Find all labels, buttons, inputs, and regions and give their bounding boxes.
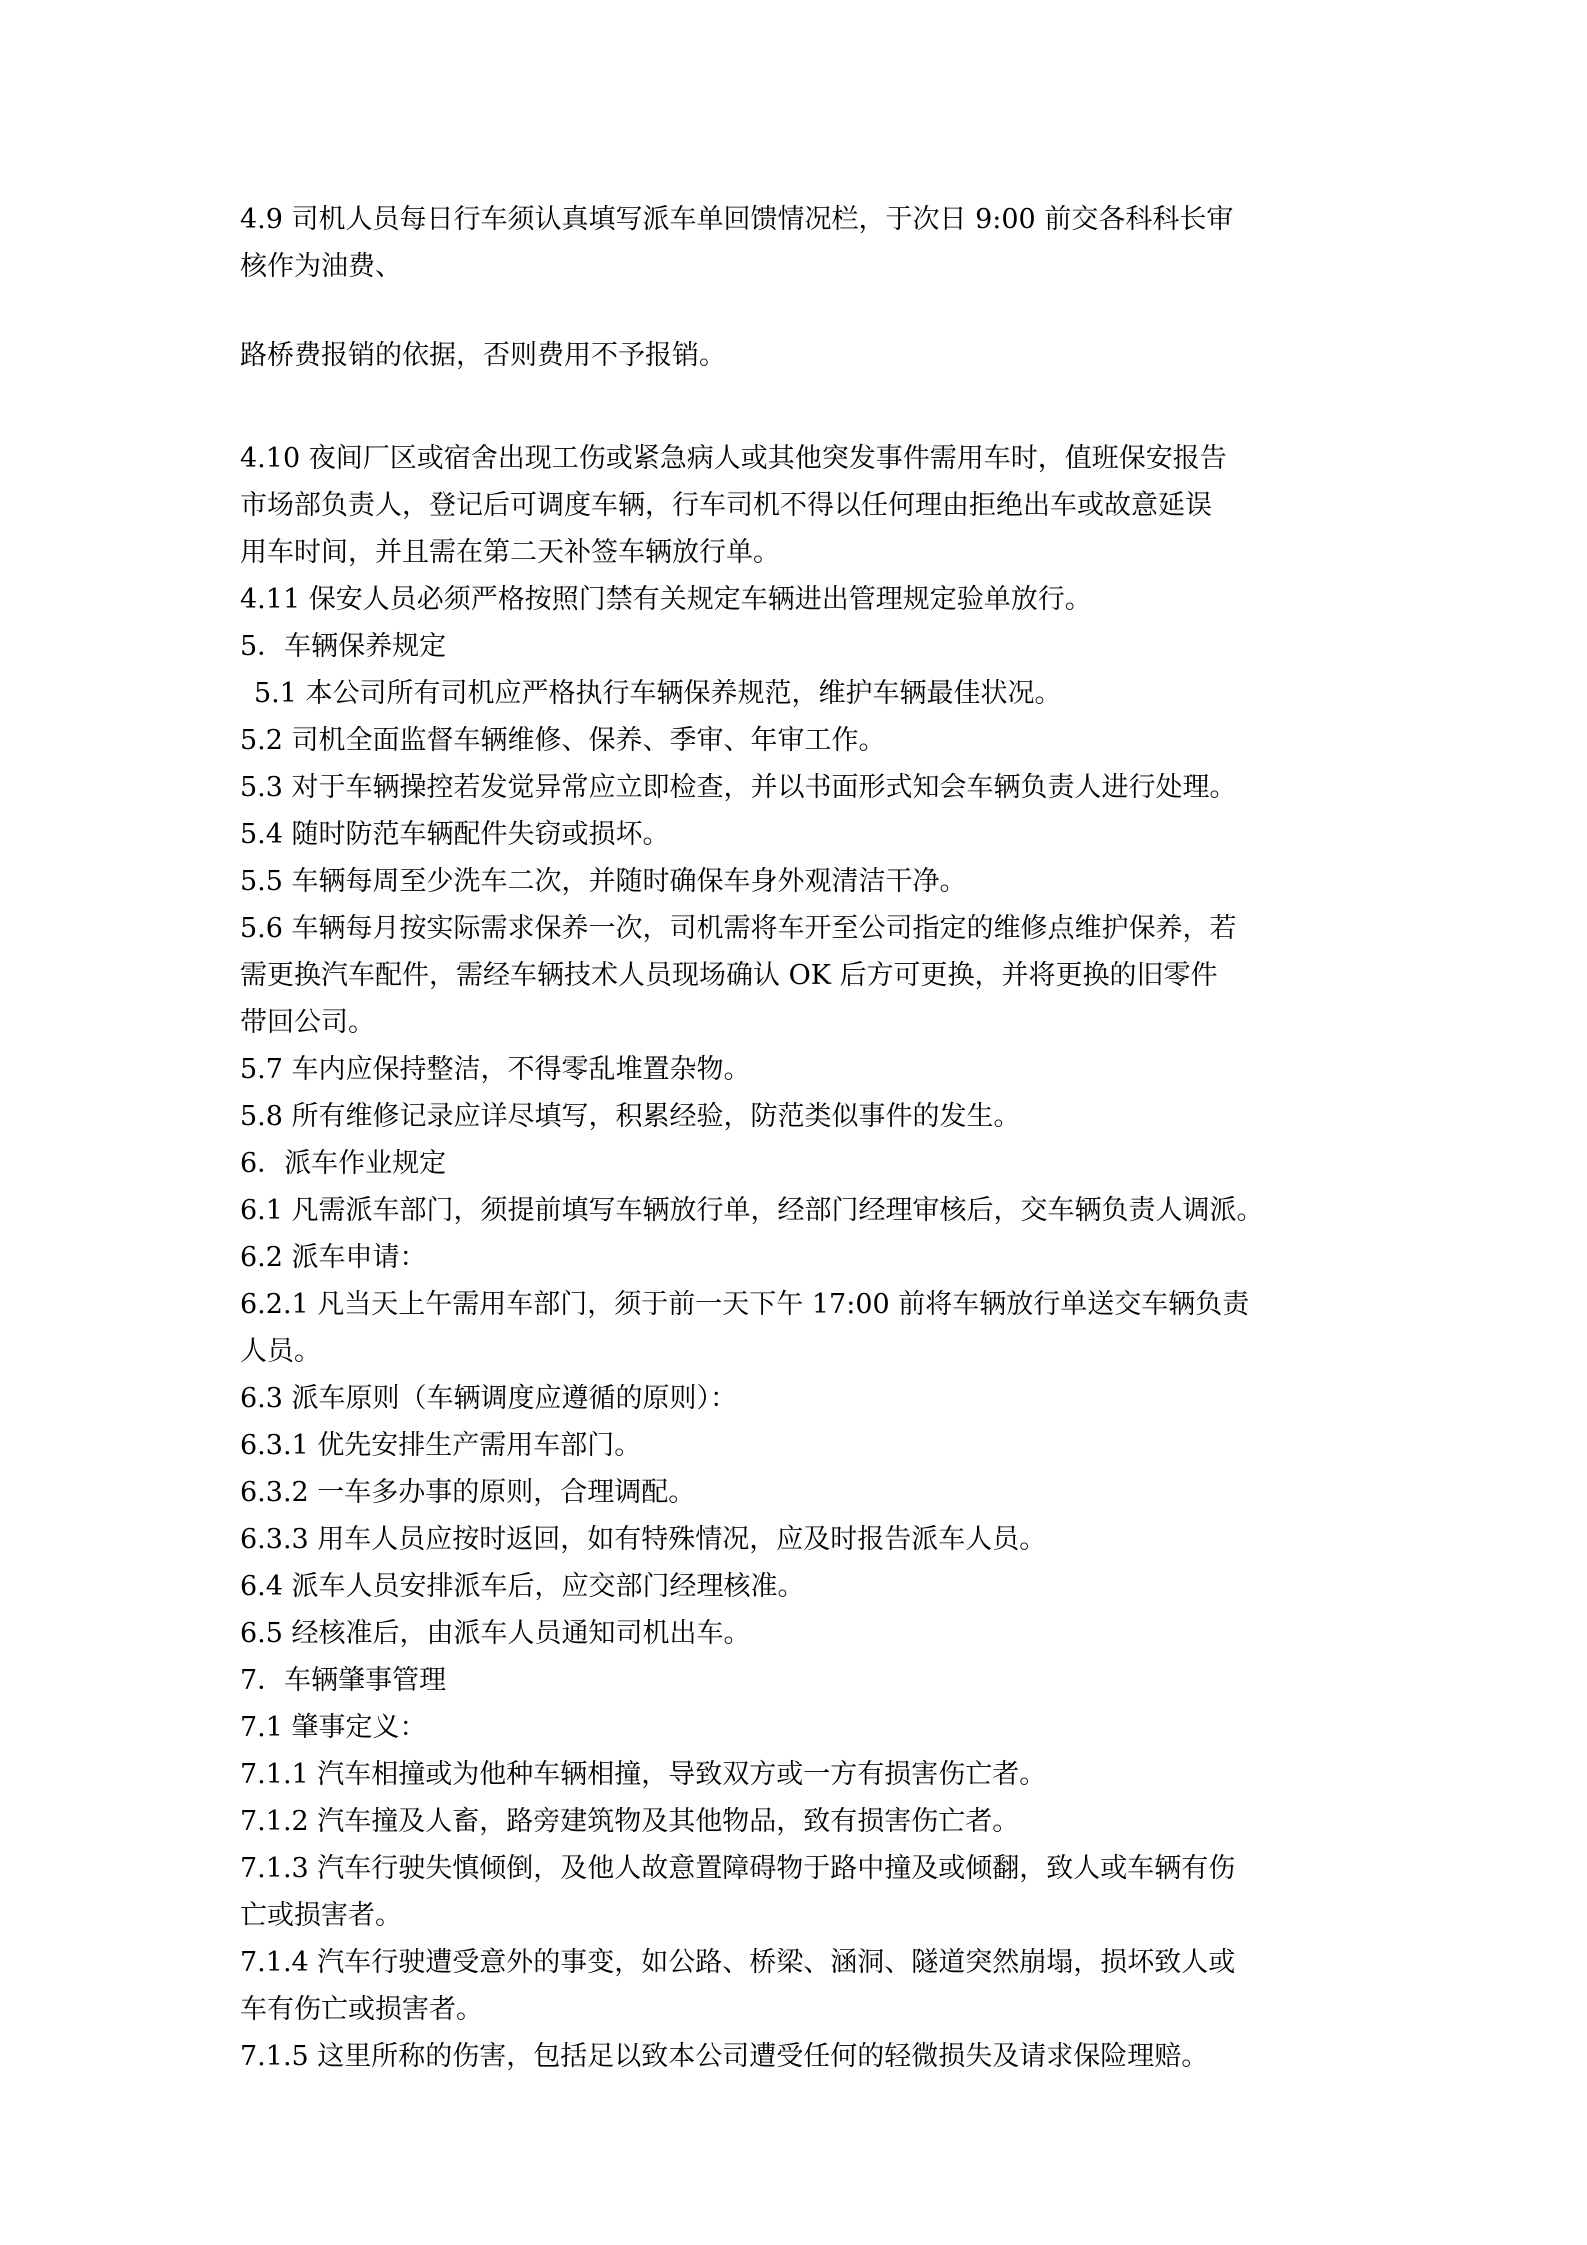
paragraph-5-7 [240,1046,1360,1093]
text-line: 5.1 本公司所有司机应严格执行车辆保养规范，维护车辆最佳状况。 [254,678,1062,709]
text-line: 7.1 肇事定义： [240,1712,427,1743]
paragraph-5-2 [240,717,1360,764]
section-heading-6 [240,1140,1360,1187]
paragraph-5-5 [240,858,1360,905]
paragraph-6-3-1 [240,1422,1360,1469]
text-line: 5.2 司机全面监督车辆维修、保养、季审、年审工作。 [240,725,886,756]
paragraph-6-3-3 [240,1516,1360,1563]
text-line: 7.1.4 汽车行驶遭受意外的事变，如公路、桥梁、涵洞、隧道突然崩塌，损坏致人或 [240,1947,1236,1978]
paragraph-7-1-5 [240,2033,1360,2080]
text-line: 带回公司。 [240,1007,375,1038]
text-line: 7.1.5 这里所称的伤害，包括足以致本公司遭受任何的轻微损失及请求保险理赔。 [240,2041,1209,2072]
text-line: 5.5 车辆每周至少洗车二次，并随时确保车身外观清洁干净。 [240,866,967,897]
text-line: 路桥费报销的依据，否则费用不予报销。 [240,340,726,371]
text-line: 7.1.2 汽车撞及人畜，路旁建筑物及其他物品，致有损害伤亡者。 [240,1806,1020,1837]
text-line: 核作为油费、 [240,251,402,282]
paragraph-6-2-1 [240,1281,1360,1375]
paragraph-6-3 [240,1375,1360,1422]
paragraph-5-4 [240,811,1360,858]
text-line: 6.2 派车申请： [240,1242,427,1273]
paragraph-7-1-1 [240,1751,1360,1798]
section-heading: 7．车辆肇事管理 [240,1665,447,1696]
text-line: 7.1.3 汽车行驶失慎倾倒，及他人故意置障碍物于路中撞及或倾翻，致人或车辆有伤 [240,1853,1236,1884]
text-line: 4.9 司机人员每日行车须认真填写派车单回馈情况栏，于次日 9:00 前交各科科长审 [240,204,1234,235]
paragraph-6-3-2 [240,1469,1360,1516]
text-line: 亡或损害者。 [240,1900,402,1931]
paragraph-5-3 [240,764,1360,811]
text-line: 6.3.3 用车人员应按时返回，如有特殊情况，应及时报告派车人员。 [240,1524,1047,1555]
text-line: 6.4 派车人员安排派车后，应交部门经理核准。 [240,1571,805,1602]
text-line: 5.3 对于车辆操控若发觉异常应立即检查，并以书面形式知会车辆负责人进行处理。 [240,772,1237,803]
paragraph-5-8 [240,1093,1360,1140]
text-line: 4.10 夜间厂区或宿舍出现工伤或紧急病人或其他突发事件需用车时，值班保安报告 [240,443,1227,474]
paragraph-7-1-2 [240,1798,1360,1845]
section-heading-5 [240,623,1360,670]
document-page [240,196,1360,2080]
paragraph-6-2 [240,1234,1360,1281]
text-line: 5.7 车内应保持整洁，不得零乱堆置杂物。 [240,1054,751,1085]
text-line: 6.5 经核准后，由派车人员通知司机出车。 [240,1618,751,1649]
text-line: 5.4 随时防范车辆配件失窃或损坏。 [240,819,670,850]
text-line: 6.3 派车原则（车辆调度应遵循的原则）： [240,1383,738,1414]
text-line: 车有伤亡或损害者。 [240,1994,483,2025]
text-line: 6.2.1 凡当天上午需用车部门，须于前一天下午 17:00 前将车辆放行单送交车辆负责 [240,1289,1250,1320]
paragraph-4-9-continued [240,332,1360,379]
text-line: 6.3.2 一车多办事的原则，合理调配。 [240,1477,696,1508]
paragraph-6-1 [240,1187,1360,1234]
paragraph-4-9 [240,196,1360,290]
section-heading: 5．车辆保养规定 [240,631,447,662]
paragraph-7-1-4 [240,1939,1360,2033]
paragraph-5-1 [240,670,1360,717]
text-line: 用车时间，并且需在第二天补签车辆放行单。 [240,537,780,568]
paragraph-6-5 [240,1610,1360,1657]
paragraph-4-10 [240,435,1360,576]
text-line: 市场部负责人，登记后可调度车辆，行车司机不得以任何理由拒绝出车或故意延误 [240,490,1212,521]
paragraph-7-1-3 [240,1845,1360,1939]
text-line: 6.3.1 优先安排生产需用车部门。 [240,1430,642,1461]
section-heading-7 [240,1657,1360,1704]
text-line: 5.8 所有维修记录应详尽填写，积累经验，防范类似事件的发生。 [240,1101,1021,1132]
paragraph-5-6 [240,905,1360,1046]
text-line: 6.1 凡需派车部门，须提前填写车辆放行单，经部门经理审核后，交车辆负责人调派。 [240,1195,1264,1226]
paragraph-4-11 [240,576,1360,623]
text-line: 4.11 保安人员必须严格按照门禁有关规定车辆进出管理规定验单放行。 [240,584,1092,615]
text-line: 7.1.1 汽车相撞或为他种车辆相撞，导致双方或一方有损害伤亡者。 [240,1759,1047,1790]
text-line: 需更换汽车配件，需经车辆技术人员现场确认 OK 后方可更换，并将更换的旧零件 [240,960,1218,991]
paragraph-7-1 [240,1704,1360,1751]
text-line: 人员。 [240,1336,321,1367]
paragraph-6-4 [240,1563,1360,1610]
section-heading: 6．派车作业规定 [240,1148,447,1179]
text-line: 5.6 车辆每月按实际需求保养一次，司机需将车开至公司指定的维修点维护保养，若 [240,913,1237,944]
